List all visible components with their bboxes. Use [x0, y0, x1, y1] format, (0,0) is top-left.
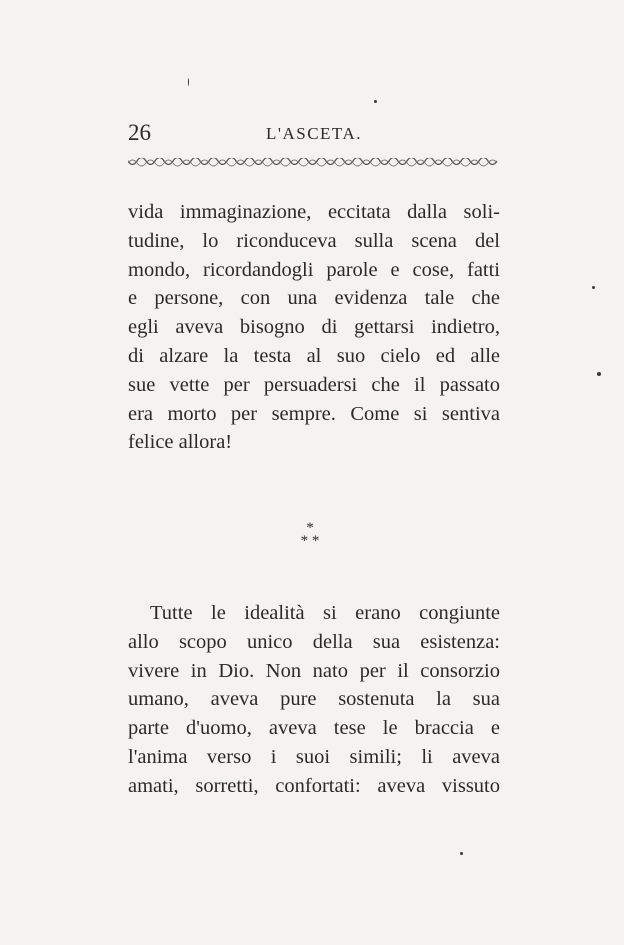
text-line: parte d'uomo, aveva tese le braccia e [128, 717, 500, 740]
text-line: l'anima verso i suoi simili; li aveva [128, 745, 500, 768]
text-line: tudine, lo riconduceva sulla scena del [128, 229, 500, 252]
text-line: felice allora! [128, 431, 233, 454]
text-line: Tutte le idealità si erano congiunte [150, 602, 500, 624]
paragraph-1 [128, 198, 500, 457]
text-line: mondo, ricordandogli parole e cose, fatti [128, 258, 500, 281]
wavy-rule-ornament-icon [128, 158, 500, 170]
running-title: L'ASCETA. [266, 124, 362, 143]
asterism-bottom: * * [300, 533, 320, 549]
text-line: sue vette per persuadersi che il passato [128, 373, 500, 396]
scan-speck [460, 852, 463, 855]
paragraph-2 [128, 599, 500, 801]
page-number: 26 [128, 120, 151, 145]
scan-speck [597, 372, 601, 376]
text-line: amati, sorretti, confortati: aveva vissuto [128, 774, 500, 797]
asterism-section-break [280, 522, 340, 562]
text-line: e persone, con una evidenza tale che [128, 287, 500, 310]
asterism-top: * [306, 520, 314, 536]
text-line: di alzare la testa al suo cielo ed alle [128, 344, 500, 367]
scan-speck [188, 78, 189, 86]
text-line: vida immaginazione, eccitata dalla soli- [128, 201, 500, 223]
text-line: allo scopo unico della sua esistenza: [128, 630, 500, 653]
text-line: umano, aveva pure sostenuta la sua [128, 688, 500, 711]
scan-speck [374, 100, 377, 103]
text-line: egli aveva bisogno di gettarsi indietro, [128, 316, 500, 339]
page-header [128, 120, 500, 150]
scan-speck [592, 286, 595, 289]
text-line: era morto per sempre. Come si sentiva [128, 402, 500, 425]
text-line: vivere in Dio. Non nato per il consorzio [128, 659, 500, 682]
